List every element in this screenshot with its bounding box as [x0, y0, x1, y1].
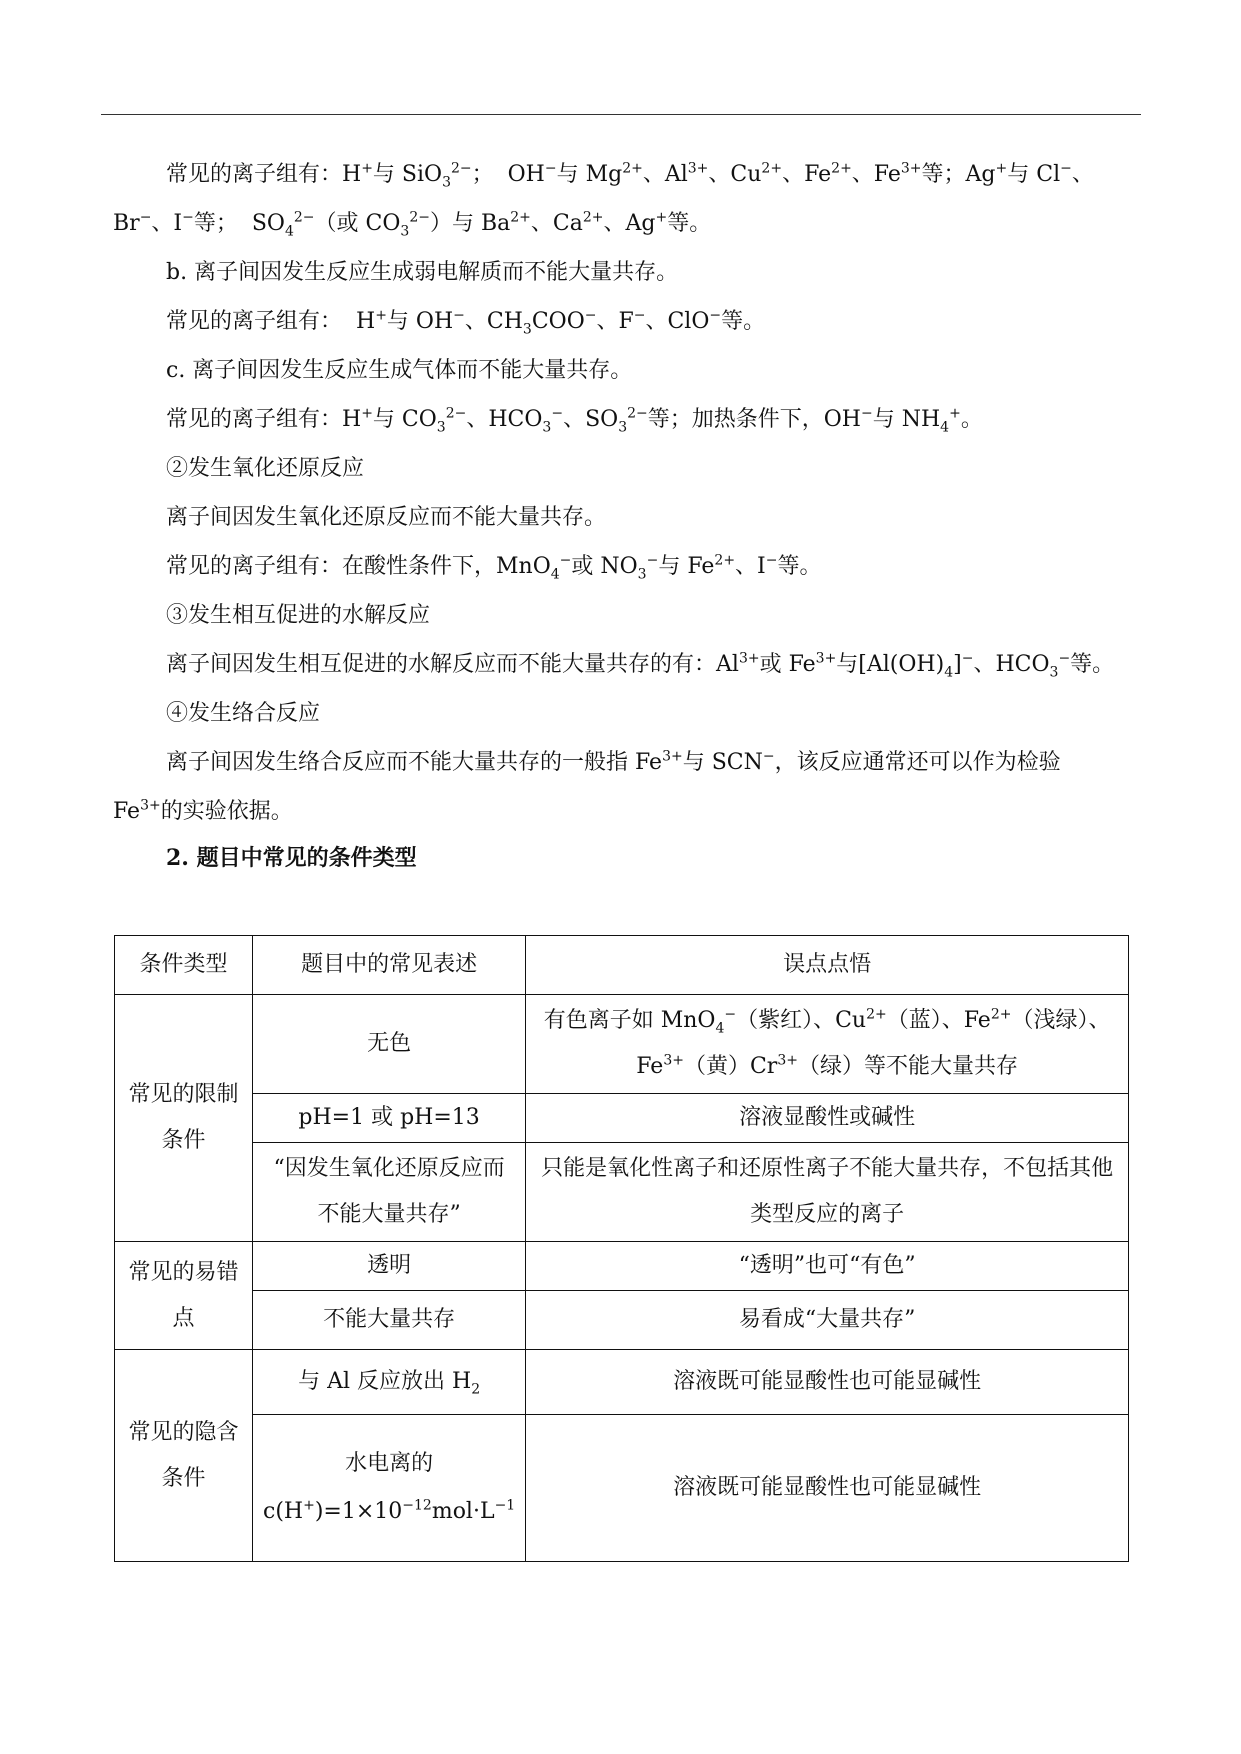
note-cell: 溶液显酸性或碱性	[526, 1094, 1129, 1143]
expression-cell: “因发生氧化还原反应而不能大量共存”	[253, 1143, 526, 1242]
paragraph: 常见的离子组有： H+与 OH−、$CH_3COO^-$、F−、ClO−等。	[166, 307, 766, 338]
table-header-row	[115, 936, 1129, 995]
note-cell: 溶液既可能显酸性也可能显碱性	[526, 1415, 1129, 1562]
table-row	[115, 1291, 1129, 1350]
note-cell: 溶液既可能显酸性也可能显碱性	[526, 1350, 1129, 1415]
table-row	[115, 1094, 1129, 1143]
header-cell: 题目中的常见表述	[253, 936, 526, 995]
expression-cell: 水电离的 $c(H^+)=1\times 10^{-12}mol\cdot L^{-1}$	[253, 1415, 526, 1562]
section-heading: 2. 题目中常见的条件类型	[166, 845, 417, 871]
table-row	[115, 1242, 1129, 1291]
header-cell: 误点点悟	[526, 936, 1129, 995]
document-body	[113, 150, 1129, 880]
paragraph: 常见的离子组有：在酸性条件下，MnO$_4$−或 $NO_3^-$与 $Fe^{2+}$、I−等。	[166, 552, 822, 583]
note-cell: 有色离子如 MnO$_4$−（紫红）、$Cu^{2+}$（蓝）、$Fe^{2+}$（浅绿）、$Fe^{3+}$（黄）$Cr^{3+}$（绿）等不能大量共存	[526, 995, 1129, 1094]
conditions-table	[114, 935, 1129, 1562]
paragraph: b. 离子间因发生反应生成弱电解质而不能大量共存。	[166, 260, 679, 285]
note-cell: 只能是氧化性离子和还原性离子不能大量共存，不包括其他类型反应的离子	[526, 1143, 1129, 1242]
expression-cell: pH=1 或 pH=13	[253, 1094, 526, 1143]
category-cell: 常见的限制条件	[115, 995, 253, 1242]
expression-cell: 无色	[253, 995, 526, 1094]
expression-cell: 透明	[253, 1242, 526, 1291]
category-cell: 常见的易错点	[115, 1242, 253, 1350]
paragraph: 离子间因发生氧化还原反应而不能大量共存。	[166, 505, 607, 530]
note-cell: “透明”也可“有色”	[526, 1242, 1129, 1291]
header-cell: 条件类型	[115, 936, 253, 995]
paragraph: c. 离子间因发生反应生成气体而不能大量共存。	[166, 358, 633, 383]
paragraph: 离子间因发生络合反应而不能大量共存的一般指 $Fe^{3+}$与 SCN−，该反应通常还可以作为检验 $Fe^{3+}$的实验依据。	[113, 748, 1061, 824]
header-rule	[101, 114, 1141, 115]
note-cell: 易看成“大量共存”	[526, 1291, 1129, 1350]
paragraph: 离子间因发生相互促进的水解反应而不能大量共存的有：$Al^{3+}$或 $Fe^{3+}$与$[Al(OH)_4]^-$、$HCO_3^-$等。	[166, 650, 1115, 681]
category-cell: 常见的隐含条件	[115, 1350, 253, 1562]
table-row	[115, 1143, 1129, 1242]
paragraph: 常见的离子组有：H+与 $CO_3^{2-}$、$HCO_3^-$、$SO_3^{2-}$等；加热条件下，OH−与 $NH_4^+$。	[166, 405, 983, 436]
paragraph: ④发生络合反应	[166, 701, 321, 726]
paragraph: 常见的离子组有：H+与 SiO$_3^{2-}$； OH−与 $Mg^{2+}$、$Al^{3+}$、$Cu^{2+}$、$Fe^{2+}$、$Fe^{3+}$等；Ag+与 Cl−、Br−、I−等； $SO_4^{2-}$（或 $CO_3^{2-}$）与 $Ba^{2+}$、$Ca^{2+}$、Ag+等。	[113, 160, 1094, 240]
expression-cell: 不能大量共存	[253, 1291, 526, 1350]
paragraph: ③发生相互促进的水解反应	[166, 603, 431, 628]
paragraph: ②发生氧化还原反应	[166, 456, 365, 481]
table-row	[115, 995, 1129, 1094]
table-row	[115, 1415, 1129, 1562]
table-row	[115, 1350, 1129, 1415]
expression-cell: 与 Al 反应放出 $H_2$	[253, 1350, 526, 1415]
